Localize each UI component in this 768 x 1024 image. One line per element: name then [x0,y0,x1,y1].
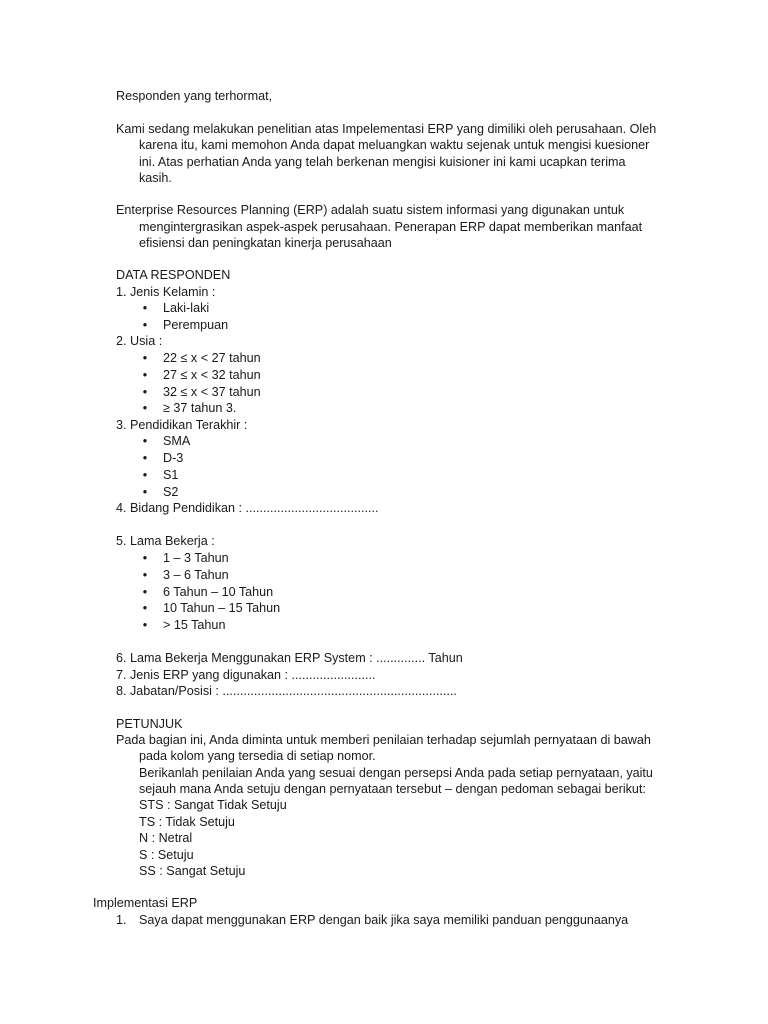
bullet-icon: • [142,401,148,415]
intro-line-4: kasih. [139,171,172,185]
option-lama-2: 3 – 6 Tahun [163,568,229,582]
option-s1: S1 [163,468,179,482]
option-d3: D-3 [163,451,184,465]
bullet-icon: • [142,318,148,332]
scale-n: N : Netral [139,831,193,845]
bullet-icon: • [142,468,148,482]
bullet-icon: • [142,351,148,365]
question-jabatan: 8. Jabatan/Posisi : ................................................................... [116,684,457,698]
option-lama-5: > 15 Tahun [163,618,226,632]
greeting: Responden yang terhormat, [116,89,273,103]
item-statement: Saya dapat menggunakan ERP dengan baik jika saya memiliki panduan penggunaanya [139,913,629,927]
petunjuk-heading: PETUNJUK [116,717,183,731]
definition-line-1: Enterprise Resources Planning (ERP) adalah suatu sistem informasi yang digunakan untuk [116,203,625,217]
question-usia: 2. Usia : [116,334,163,348]
scale-sts: STS : Sangat Tidak Setuju [139,798,287,812]
question-lama-bekerja: 5. Lama Bekerja : [116,534,215,548]
option-s2: S2 [163,485,179,499]
petunjuk-line-1: Pada bagian ini, Anda diminta untuk memberi penilaian terhadap sejumlah pernyataan di bawah [116,733,651,747]
option-perempuan: Perempuan [163,318,229,332]
option-lama-4: 10 Tahun – 15 Tahun [163,601,281,615]
definition-line-3: efisiensi dan peningkatan kinerja perusahaan [139,236,392,250]
question-jenis-erp: 7. Jenis ERP yang digunakan : ........................ [116,668,376,682]
option-laki-laki: Laki-laki [163,301,210,315]
bullet-icon: • [142,301,148,315]
option-usia-3: 32 ≤ x < 37 tahun [163,385,261,399]
bullet-icon: • [142,568,148,582]
option-lama-1: 1 – 3 Tahun [163,551,229,565]
scale-s: S : Setuju [139,848,194,862]
bullet-icon: • [142,451,148,465]
bullet-icon: • [142,485,148,499]
option-usia-4: ≥ 37 tahun 3. [163,401,237,415]
question-bidang-pendidikan: 4. Bidang Pendidikan : ...................................... [116,501,379,515]
intro-line-3: ini. Atas perhatian Anda yang telah berkenan mengisi kuisioner ini kami ucapkan terima [139,155,626,169]
petunjuk-line-2: pada kolom yang tersedia di setiap nomor. [139,749,376,763]
bullet-icon: • [142,368,148,382]
option-sma: SMA [163,434,191,448]
bullet-icon: • [142,601,148,615]
definition-line-2: mengintergrasikan aspek-aspek perusahaan. Penerapan ERP dapat memberikan manfaat [139,220,643,234]
bullet-icon: • [142,585,148,599]
scale-ts: TS : Tidak Setuju [139,815,235,829]
question-lama-bekerja-erp: 6. Lama Bekerja Menggunakan ERP System : .............. Tahun [116,651,463,665]
option-lama-3: 6 Tahun – 10 Tahun [163,585,274,599]
intro-line-1: Kami sedang melakukan penelitian atas Impelementasi ERP yang dimiliki oleh perusahaan. Oleh [116,122,657,136]
section-title: Implementasi ERP [93,896,198,910]
item-number: 1. [116,913,127,927]
option-usia-2: 27 ≤ x < 32 tahun [163,368,261,382]
intro-line-2: karena itu, kami memohon Anda dapat meluangkan waktu sejenak untuk mengisi kuesioner [139,138,650,152]
petunjuk-line-4: sejauh mana Anda setuju dengan pernyataan tersebut – dengan pedoman sebagai berikut: [139,782,646,796]
option-usia-1: 22 ≤ x < 27 tahun [163,351,261,365]
bullet-icon: • [142,618,148,632]
question-pendidikan-terakhir: 3. Pendidikan Terakhir : [116,418,248,432]
bullet-icon: • [142,385,148,399]
question-jenis-kelamin: 1. Jenis Kelamin : [116,285,216,299]
data-responden-heading: DATA RESPONDEN [116,268,231,282]
bullet-icon: • [142,551,148,565]
scale-ss: SS : Sangat Setuju [139,864,246,878]
bullet-icon: • [142,434,148,448]
petunjuk-line-3: Berikanlah penilaian Anda yang sesuai dengan persepsi Anda pada setiap pernyataan, yaitu [139,766,653,780]
